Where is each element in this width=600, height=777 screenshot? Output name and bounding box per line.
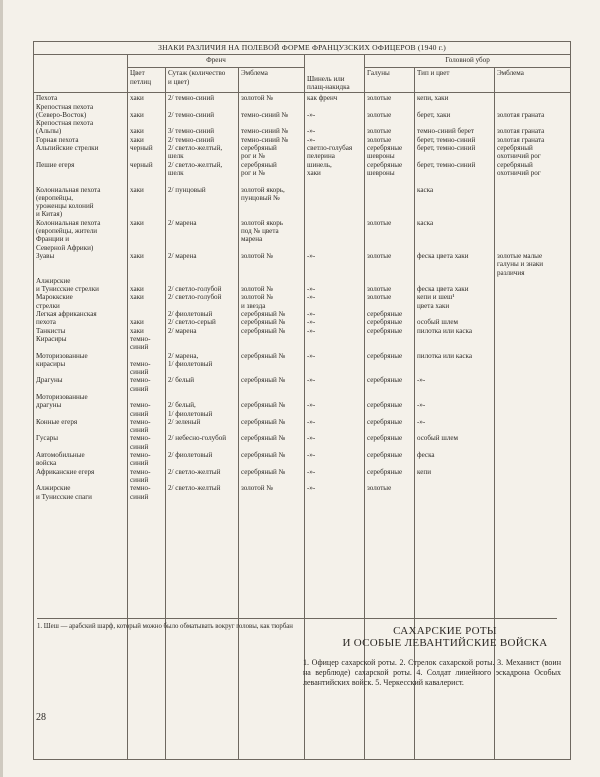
headgear-emblem-column: золотая граната золотая граната золотая граната серебряный охотничий рог серебряный охотничий рог золотые малые галуны и знаки различия [495,93,571,760]
buttonhole-color-header: Цвет петлиц [128,68,166,93]
headgear-type-header: Тип и цвет [415,68,495,93]
galloons-column: золотые золотые золотые золотые серебряные шевроны серебряные шевроны золотые золотые золотые золотые серебряные серебряные серебряные серебряные серебряные серебряные серебряные серебряные серебряные серебряные золотые [365,93,415,760]
table-title: ЗНАКИ РАЗЛИЧИЯ НА ПОЛЕВОЙ ФОРМЕ ФРАНЦУЗСКИХ ОФИЦЕРОВ (1940 г.) [34,42,571,55]
greatcoat-header: Шинель или плащ-накидка [305,55,365,93]
galloons-header: Галуны [365,68,415,93]
insignia-table [33,41,571,760]
footnote: 1. Шеш — арабский шарф, который можно было обматывать вокруг головы, как тюрбан [37,618,557,631]
section-heading: САХАРСКИЕ РОТЫ И ОСОБЫЕ ЛЕВАНТИЙСКИЕ ВОЙСКА [342,625,548,649]
emblem-header: Эмблема [239,68,305,93]
headgear-header: Головной убор [365,55,571,68]
french-header: Френч [128,55,305,68]
buttonhole-color-column: хаки хаки хаки хаки черный черный хаки хаки хаки хаки хаки хаки хаки темно- синий темно- синий темно- синий темно- синий темно- синий темно- синий темно- синий темно- синий темно- синий [128,93,166,760]
unit-header [34,55,128,93]
insignia-table-wrap [33,41,570,760]
emblem-column: золотой № темно-синий № темно-синий № темно-синий № серебряный рог и № серебряный рог и № золотой якорь, пунцовый № золотой якорь под № цвета марена золотой № золотой № золотой № и звезда серебряный № серебряный № серебряный № серебряный № серебряный № серебряный № серебряный № серебряный № серебряный № серебряный № золотой № [239,93,305,760]
braid-header: Сутаж (количество и цвет) [166,68,239,93]
greatcoat-column: как френч -»- -»- -»- светло-голубая пелерина шинель, хаки -»- -»- -»- -»- -»- -»- -»- -»- -»- -»- -»- -»- -»- -»- [305,93,365,760]
units-column: Пехота Крепостная пехота (Северо-Восток) Крепостная пехота (Альпы) Горная пехота Альпийские стрелки Пешие егеря Колониальная пехота (европейцы, уроженцы колоний и Китая) Колониальная пехота (европейцы, жители Франции и Северной Африки) Зуавы Алжирские и Тунисские стрелки Мароккские стрелки Легкая африканская пехота Танкисты Кирасиры Моторизованные кирасиры Драгуны Моторизованные драгуны Конные егеря Гусары Автомобильные войска Африканские егеря Алжирские и Тунисские спаги [34,93,128,760]
figure-caption: 1. Офицер сахарской роты. 2. Стрелок сахарской роты. 3. Механист (воин на верблюде) сахарской роты. 4. Солдат линейного эскадрона Особых левантийских войск. 5. Черкесский кавалерист. [303,658,561,688]
page-edge [0,0,3,777]
page-number: 28 [36,712,46,723]
braid-column: 2/ темно-синий 2/ темно-синий 3/ темно-синий 2/ темно-синий 2/ светло-желтый, шелк 2/ светло-желтый, шелк 2/ пунцовый 2/ марена 2/ марена 2/ светло-голубой 2/ светло-голубой 2/ фиолетовый 2/ светло-серый 2/ марена 2/ марена, 1/ фиолетовый 2/ белый 2/ белый, 1/ фиолетовый 2/ зеленый 2/ небесно-голубой 2/ фиолетовый 2/ светло-желтый 2/ светло-желтый [166,93,239,760]
headgear-emblem-header: Эмблема [495,68,571,93]
headgear-type-column: кепи, хаки берет, хаки темно-синий берет берет, темно-синий берет, темно-синий берет, темно-синий каска каска феска цвета хаки феска цвета хаки кепи и шеш¹ цвета хаки особый шлем пилотка или каска пилотка или каска -»- -»- -»- особый шлем феска кепи [415,93,495,760]
